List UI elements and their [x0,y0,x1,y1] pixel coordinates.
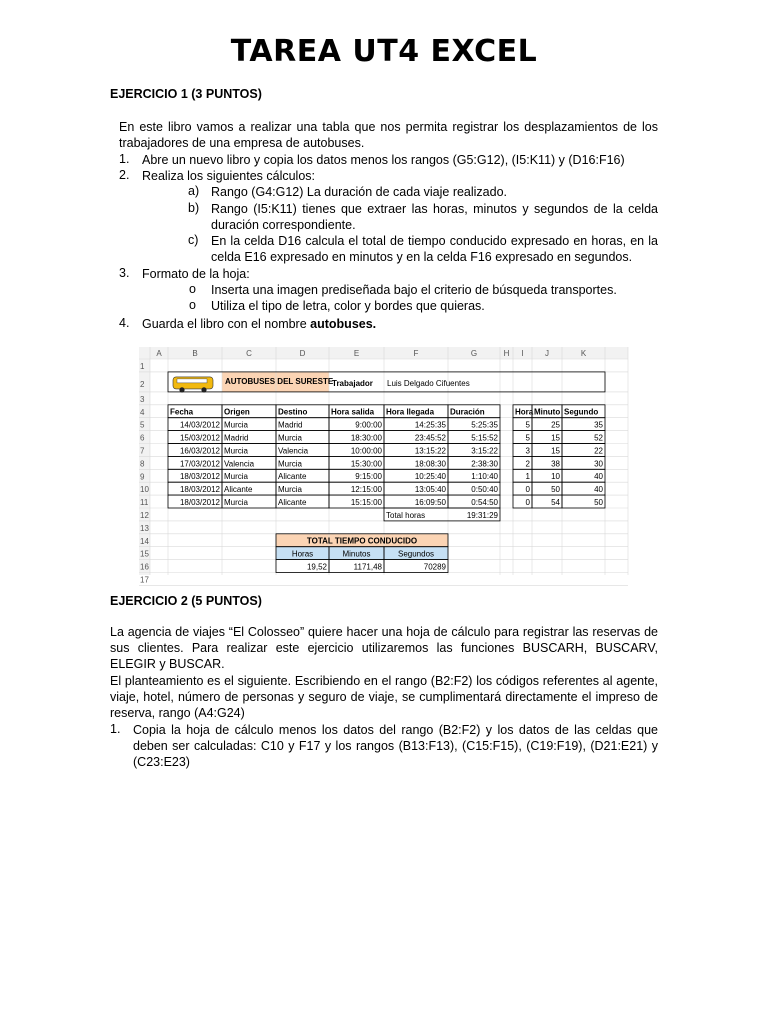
row-header: 4 [140,407,145,417]
list-number: 1. [110,722,121,736]
table-cell: 2 [525,459,530,469]
table-header: Hora salida [331,407,375,417]
total-hours-label: Total horas [386,510,426,520]
table-cell: 10 [551,472,560,482]
table-cell: 0 [525,498,530,507]
table-cell: 16:09:50 [414,498,446,507]
exercise-1-intro: En este libro vamos a realizar una tabla que nos permita registrar los desplazamientos de los trabajadores de una empresa de autobuses. [119,120,658,151]
row-header: 17 [140,575,149,585]
table-cell: 17/03/2012 [179,459,220,469]
table-cell: 30 [594,459,603,469]
row-header: 10 [140,485,149,495]
table-cell: 40 [594,472,603,482]
worker-name: Luis Delgado Cifuentes [387,378,470,388]
table-cell: 13:15:22 [414,446,446,456]
table-cell: 50 [551,485,560,495]
table-cell: 9:00:00 [355,420,382,430]
row-header: 8 [140,459,145,469]
column-header: F [413,349,419,358]
bullet-mark: o [189,282,196,296]
table-cell: 14/03/2012 [179,420,220,430]
table-cell: 13:05:40 [414,485,446,495]
total-header: Segundos [397,549,435,559]
table-cell: 22 [594,446,603,456]
table-cell: Murcia [224,446,249,456]
total-hours-value: 19:31:29 [466,510,498,520]
list-number: 3. [119,266,130,280]
total-value: 1171,48 [353,562,382,572]
table-cell: 0 [525,485,530,495]
sub-list-item: Rango (G4:G12) La duración de cada viaje realizado. [211,185,508,199]
column-header: A [156,349,162,358]
table-header: Fecha [170,407,194,417]
total-value: 70289 [423,562,446,572]
table-cell: Valencia [224,459,255,469]
row-header: 2 [140,379,145,389]
page-title: TAREA UT4 EXCEL [230,34,538,69]
table-header: Origen [224,407,250,417]
table-cell: 10:25:40 [414,472,446,482]
row-header: 12 [140,511,149,520]
bus-icon-wheel [179,387,184,392]
column-header: H [503,349,510,358]
table-cell: 15 [551,433,560,443]
table-cell: 15:15:00 [350,498,382,507]
table-cell: Murcia [224,420,249,430]
column-header: G [470,349,478,358]
exercise-1-heading: EJERCICIO 1 (3 PUNTOS) [110,87,262,101]
column-header: K [580,349,587,358]
row-header: 16 [140,562,149,572]
row-header: 15 [140,549,149,559]
row-header: 14 [140,536,149,546]
list-item: Formato de la hoja: [142,267,250,281]
file-name: autobuses. [310,317,377,331]
exercise-2-paragraph-1: La agencia de viajes “El Colosseo” quiere hacer una hoja de cálculo para registrar las reservas de sus clientes. Para realizar este ejercicio utilizaremos las funciones BUSCARH, BUSCARV, ELEGIR y BUSCAR. [110,625,658,672]
row-header: 9 [140,472,145,482]
table-cell: 54 [551,498,560,507]
table-cell: Murcia [224,498,249,507]
table-header: Segundo [564,407,599,417]
row-header: 1 [140,362,145,371]
sub-list-item: Utiliza el tipo de letra, color y bordes que quieras. [211,299,485,313]
sub-list-mark: c) [188,233,199,247]
list-number: 4. [119,316,130,330]
sub-list-item: Rango (I5:K11) tienes que extraer las horas, minutos y segundos de la celda duración correspondiente. [211,202,658,233]
table-header: Hora [515,407,534,417]
bus-icon-wheel [201,387,206,392]
bus-icon-window [177,379,207,383]
table-cell: 50 [594,498,603,507]
column-header: D [299,349,306,358]
table-cell: 12:15:00 [350,485,382,495]
total-title: TOTAL TIEMPO CONDUCIDO [306,536,418,546]
table-cell: 23:45:52 [414,433,446,443]
table-header: Hora llegada [386,407,435,417]
table-cell: 5:25:35 [471,420,498,430]
table-cell: 35 [594,420,603,430]
table-cell: Alicante [224,485,253,495]
list-item [142,316,642,332]
bullet-mark: o [189,298,196,312]
row-header: 6 [140,433,145,443]
table-cell: 1:10:40 [471,472,498,482]
column-header: C [246,349,252,358]
company-name: AUTOBUSES DEL SURESTE [225,376,334,386]
table-cell: Valencia [278,446,309,456]
total-value: 19,52 [306,562,327,572]
list-number: 2. [119,168,130,182]
table-cell: Murcia [224,472,249,482]
list-number: 1. [119,152,130,166]
table-cell: Murcia [278,459,303,469]
list-item-text: Guarda el libro con el nombre [142,317,311,331]
row-header: 7 [140,446,145,456]
table-cell: 16/03/2012 [179,446,220,456]
table-cell: 1 [525,472,530,482]
table-cell: Madrid [224,433,249,443]
table-cell: 15:30:00 [350,459,382,469]
table-cell: 5 [525,433,530,443]
table-cell: 9:15:00 [355,472,382,482]
table-cell: 18:08:30 [414,459,446,469]
column-header: B [192,349,198,358]
exercise-2-heading: EJERCICIO 2 (5 PUNTOS) [110,594,262,608]
table-header: Destino [278,407,308,417]
table-cell: 18:30:00 [350,433,382,443]
sub-list-item: En la celda D16 calcula el total de tiempo conducido expresado en horas, en la celda E16 expresado en minutos y en la celda F16 expresado en segundos. [211,234,658,265]
table-cell: Alicante [278,472,307,482]
sub-list-item: Inserta una imagen prediseñada bajo el criterio de búsqueda transportes. [211,283,617,297]
table-cell: 3 [525,446,530,456]
column-header: E [353,349,360,358]
table-cell: 15/03/2012 [179,433,220,443]
spreadsheet-screenshot [139,347,628,585]
table-cell: 3:15:22 [471,446,498,456]
table-cell: 5 [525,420,530,430]
table-cell: 2:38:30 [471,459,498,469]
table-cell: 40 [594,485,603,495]
row-header: 11 [140,498,149,508]
table-cell: 52 [594,433,603,443]
table-header: Minuto [534,407,561,417]
table-header: Duración [450,407,485,417]
table-cell: 25 [551,420,560,430]
column-header: I [521,349,524,358]
table-cell: 18/03/2012 [179,485,220,495]
list-item: Realiza los siguientes cálculos: [142,169,316,183]
total-header: Horas [291,549,314,559]
list-item: Copia la hoja de cálculo menos los datos del rango (B2:F2) y los datos de las celdas que deben ser calculadas: C10 y F17 y los rangos (B13:F13), (C15:F15), (C19:F19), (D21:E21) y (C23:E23) [133,723,658,770]
exercise-2-paragraph-2: El planteamiento es el siguiente. Escribiendo en el rango (B2:F2) los códigos referentes al agente, viaje, hotel, número de personas y seguro de viaje, se cumplimentará directamente el impreso de reserva, rango (A4:G24) [110,674,658,721]
row-header: 13 [140,523,149,533]
table-cell: 18/03/2012 [179,472,220,482]
total-header: Minutos [342,549,371,559]
table-cell: 0:50:40 [471,485,498,495]
row-header: 5 [140,420,145,430]
list-item: Abre un nuevo libro y copia los datos menos los rangos (G5:G12), (I5:K11) y (D16:F16) [142,153,625,167]
table-cell: Murcia [278,485,303,495]
table-cell: 38 [551,459,560,469]
column-header-bar [139,347,628,359]
table-cell: Madrid [278,420,303,430]
sub-list-mark: a) [188,184,200,198]
table-cell: 5:15:52 [471,433,498,443]
row-header: 3 [140,394,145,404]
table-cell: 10:00:00 [350,446,382,456]
sub-list-mark: b) [188,201,200,215]
column-header: J [545,349,549,358]
table-cell: Alicante [278,498,307,507]
table-cell: 14:25:35 [414,420,446,430]
table-cell: 0:54:50 [471,498,498,507]
table-cell: 15 [551,446,560,456]
table-cell: 18/03/2012 [179,498,220,507]
table-cell: Murcia [278,433,303,443]
worker-label: Trabajador [332,378,373,388]
spreadsheet-grid [139,347,628,585]
